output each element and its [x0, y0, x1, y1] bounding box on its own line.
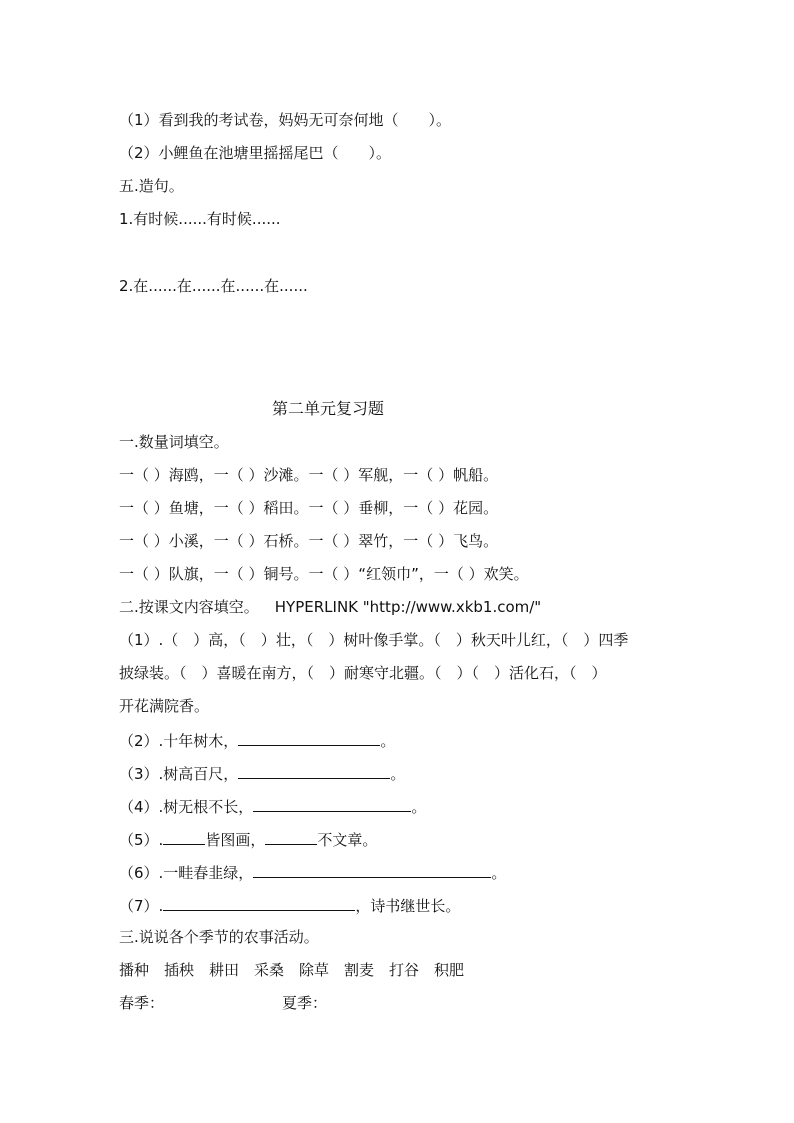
question-line-2: （2）小鲤鱼在池塘里摇摇尾巴（ ）。 [119, 144, 392, 162]
fill-6-prompt: （6）.一畦春韭绿， [119, 864, 254, 882]
answer-blank-7[interactable] [163, 894, 355, 911]
fill-5-end: 不文章。 [317, 831, 378, 849]
hyperlink-text: HYPERLINK "http://www.xkb1.com/" [274, 598, 542, 616]
fill-line-2 [119, 729, 395, 749]
fill-line-1b: 披绿装。（ ）喜暖在南方，（ ）耐寒守北疆。（ ）（ ）活化石，（ ） [119, 664, 607, 682]
measure-word-row-2: 一（ ）鱼塘，一（ ）稻田。一（ ）垂柳，一（ ）花园。 [119, 499, 499, 517]
summer-label: 夏季： [282, 994, 328, 1012]
measure-word-row-4: 一（ ）队旗，一（ ）铜号。一（ ）“红领巾”，一（ ）欢笑。 [119, 565, 529, 583]
spring-label: 春季： [119, 994, 165, 1012]
answer-blank-4[interactable] [253, 795, 411, 812]
fill-7-prompt: （7）. [119, 897, 164, 915]
answer-blank-5b[interactable] [265, 828, 317, 845]
fill-2-prompt: （2）.十年树木， [119, 732, 239, 750]
question-line-1: （1）看到我的考试卷，妈妈无可奈何地（ ）。 [119, 111, 452, 129]
answer-blank-6[interactable] [253, 861, 491, 878]
sentence-prompt-1: 1.有时候......有时候...... [119, 210, 281, 228]
answer-blank-2[interactable] [238, 729, 380, 746]
answer-blank-3[interactable] [238, 762, 390, 779]
fill-3-end: 。 [390, 765, 406, 783]
section-heading-two-line [119, 597, 541, 617]
fill-line-3 [119, 762, 405, 782]
section-heading-two: 二.按课文内容填空。 [119, 598, 259, 616]
fill-3-prompt: （3）.树高百尺， [119, 765, 239, 783]
fill-line-7 [119, 894, 460, 914]
fill-4-prompt: （4）.树无根不长， [119, 798, 254, 816]
page-title: 第二单元复习题 [272, 399, 385, 418]
fill-4-end: 。 [411, 798, 427, 816]
fill-line-4 [119, 795, 426, 815]
measure-word-row-1: 一（ ）海鸥，一（ ）沙滩。一（ ）军舰，一（ ）帆船。 [119, 466, 499, 484]
section-heading-one: 一.数量词填空。 [119, 433, 229, 451]
fill-5-prompt: （5）. [119, 831, 164, 849]
fill-line-1a: （1）.（ ）高，（ ）壮，（ ）树叶像手掌。（ ）秋天叶儿红，（ ）四季 [119, 631, 629, 649]
sentence-prompt-2: 2.在......在......在......在...... [119, 277, 308, 295]
section-heading-three: 三.说说各个季节的农事活动。 [119, 928, 319, 946]
fill-2-end: 。 [380, 732, 396, 750]
season-labels [119, 993, 327, 1013]
fill-line-1c: 开花满院香。 [119, 697, 210, 715]
fill-6-end: 。 [491, 864, 507, 882]
fill-line-6 [119, 861, 506, 881]
fill-7-end: ，诗书继世长。 [355, 897, 461, 915]
farm-activities-list: 播种 插秧 耕田 采桑 除草 割麦 打谷 积肥 [119, 961, 465, 979]
fill-5-middle: 皆图画， [205, 831, 266, 849]
section-heading-five: 五.造句。 [119, 177, 184, 195]
fill-line-5 [119, 828, 377, 848]
measure-word-row-3: 一（ ）小溪，一（ ）石桥。一（ ）翠竹，一（ ）飞鸟。 [119, 532, 499, 550]
answer-blank-5a[interactable] [163, 828, 205, 845]
